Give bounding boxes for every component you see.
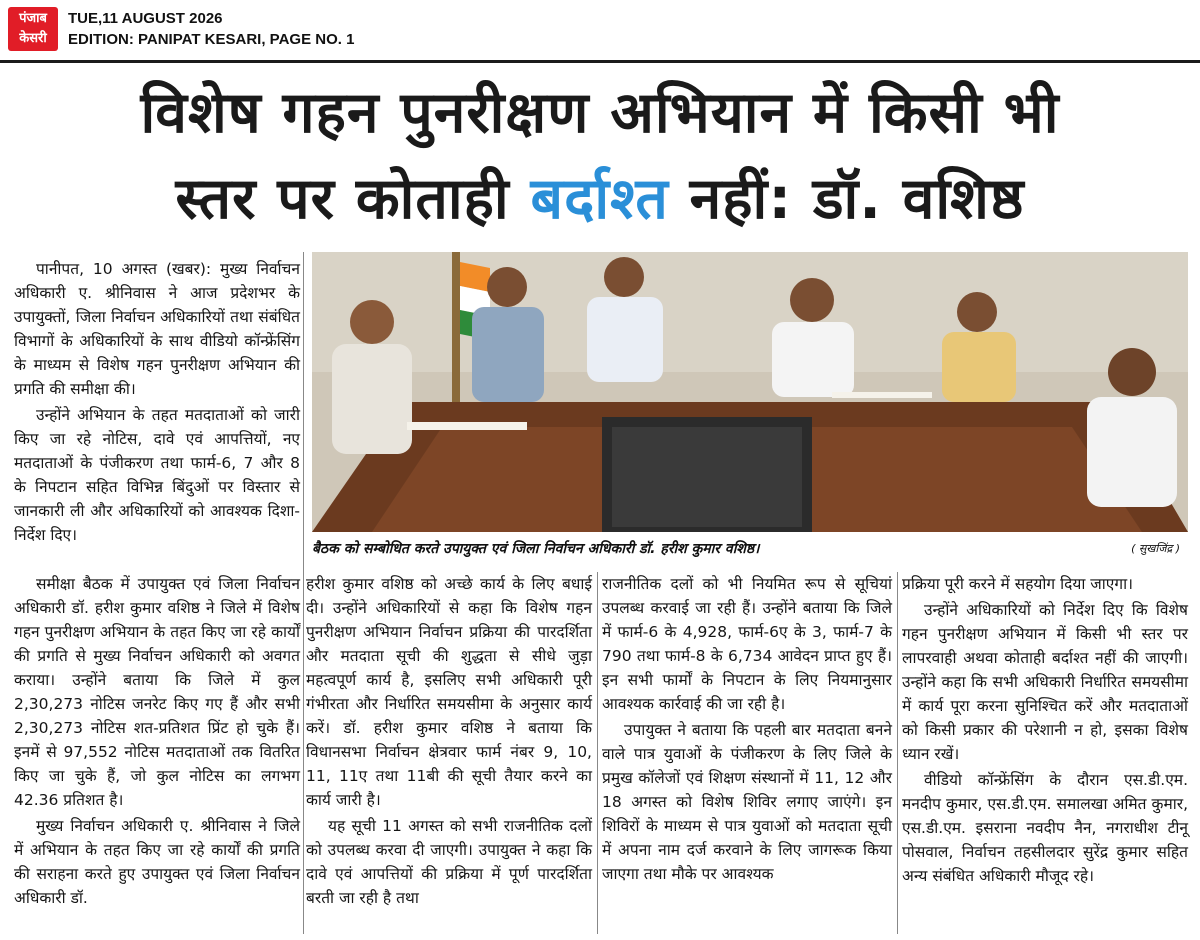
logo-line-2: केसरी [19, 31, 47, 46]
edition-info: EDITION: PANIPAT KESARI, PAGE NO. 1 [68, 31, 355, 48]
paragraph-dateline: पानीपत, 10 अगस्त (खबर): मुख्य निर्वाचन अधिकारी ए. श्रीनिवास ने आज प्रदेशभर के उपायुक्तों, जिला निर्वाचन अधिकारियों तथा संबंधित विभागों के अधिकारियों के साथ वीडियो कॉन्फ्रेंसिंग के माध्यम से विशेष गहन पुनरीक्षण अभियान की प्रगति की समीक्षा की। [14, 260, 300, 398]
headline-line-1: विशेष गहन पुनरीक्षण अभियान में किसी भी [140, 80, 1060, 146]
issue-date: TUE,11 AUGUST 2026 [68, 10, 223, 27]
headline-line-2 [12, 156, 1188, 242]
paragraph: राजनीतिक दलों को भी नियमित रूप से सूचियां उपलब्ध करवाई जा रही हैं। उन्होंने बताया कि जिले में फार्म-6 के 4,928, फार्म-6ए के 3, फार्म-7 के 790 तथा फार्म-8 के 6,734 आवेदन प्राप्त हुए हैं। इन सभी फार्मों के निपटान के लिए नियमानुसार आवश्यक कार्रवाई की जा रही है। [602, 575, 892, 713]
headline-line-2-start: स्तर पर कोताही [175, 166, 531, 232]
photo-caption: बैठक को सम्बोधित करते उपायुक्त एवं जिला निर्वाचन अधिकारी डॉ. हरीश कुमार वशिष्ठ। [312, 541, 760, 557]
column-divider [303, 252, 304, 934]
column-divider [597, 572, 598, 934]
newspaper-logo [8, 7, 58, 51]
article-column-4 [902, 572, 1188, 890]
meeting-photo-illustration [312, 252, 1188, 532]
headline-highlight: बर्दाश्त [530, 166, 669, 232]
paragraph: उन्होंने अधिकारियों को निर्देश दिए कि विशेष गहन पुनरीक्षण अभियान में किसी भी स्तर पर लापरवाही अथवा कोताही बर्दाश्त नहीं की जाएगी। उन्होंने कहा कि सभी अधिकारी निर्धारित समयसीमा में कार्य पूरा करना सुनिश्चित करें और मतदाताओं को किसी प्रकार की परेशानी न हो, इसका विशेष ध्यान रखें। [902, 601, 1188, 763]
paragraph: समीक्षा बैठक में उपायुक्त एवं जिला निर्वाचन अधिकारी डॉ. हरीश कुमार वशिष्ठ ने जिले में विशेष गहन पुनरीक्षण अभियान के तहत किए जा रहे कार्यों की प्रगति से मुख्य निर्वाचन अधिकारी को अवगत कराया। उन्होंने बताया कि जिले में कुल 2,30,273 नोटिस जनरेट किए गए हैं और सभी 2,30,273 नोटिस शत-प्रतिशत प्रिंट हो चुके हैं। इनमें से 97,552 नोटिस मतदाताओं तक वितरित किए जा चुके हैं, जो कुल नोटिस का लगभग 42.36 प्रतिशत है। [14, 575, 300, 809]
photo-caption-bar [312, 536, 1188, 562]
article-column-1-top [14, 257, 300, 549]
paragraph: उन्होंने अभियान के तहत मतदाताओं को जारी किए जा रहे नोटिस, दावे एवं आपत्तियों, नए मतदाताओं के पंजीकरण तथा फार्म-6, 7 और 8 के निपटान सहित विभिन्न बिंदुओं पर विस्तार से जानकारी ली और अधिकारियों को आवश्यक दिशा-निर्देश दिए। [14, 406, 300, 544]
headline-line-2-end: नहीं: डॉ. वशिष्ठ [668, 166, 1025, 232]
logo-line-1: पंजाब [19, 11, 47, 26]
article-column-3 [602, 572, 892, 888]
article-column-2 [306, 572, 592, 912]
paragraph: हरीश कुमार वशिष्ठ को अच्छे कार्य के लिए बधाई दी। उन्होंने अधिकारियों से कहा कि विशेष गहन पुनरीक्षण अभियान निर्वाचन प्रक्रिया की पारदर्शिता और मतदाता सूची की शुद्धता से सीधे जुड़ा महत्वपूर्ण कार्य है, इसलिए सभी अधिकारी पूरी गंभीरता और निर्धारित समयसीमा के अनुसार कार्य करें। डॉ. हरीश कुमार वशिष्ठ ने बताया कि विधानसभा निर्वाचन क्षेत्रवार फार्म नंबर 9, 10, 11, 11ए तथा 11बी की सूची तैयार करने का कार्य जारी है। [306, 575, 592, 809]
masthead [0, 0, 1200, 58]
headline [12, 70, 1188, 242]
photo-credit: ( सुखजिंद्र ) [1131, 542, 1180, 555]
paragraph: मुख्य निर्वाचन अधिकारी ए. श्रीनिवास ने जिले में अभियान के तहत किए जा रहे कार्यों की प्रगति की सराहना करते हुए उपायुक्त एवं जिला निर्वाचन अधिकारी डॉ. [14, 817, 300, 907]
header-divider [0, 60, 1200, 63]
article-column-1-bottom [14, 572, 300, 912]
paragraph: उपायुक्त ने बताया कि पहली बार मतदाता बनने वाले पात्र युवाओं के पंजीकरण के लिए जिले के प्रमुख कॉलेजों एवं शिक्षण संस्थानों में 11, 12 और 18 अगस्त को विशेष शिविर लगाए जाएंगे। इन शिविरों के माध्यम से पात्र युवाओं को मतदाता सूची में अपना नाम दर्ज करवाने के लिए जागरूक किया जाएगा तथा मौके पर आवश्यक [602, 721, 892, 883]
column-divider [897, 572, 898, 934]
paragraph: यह सूची 11 अगस्त को सभी राजनीतिक दलों को उपलब्ध करवा दी जाएगी। उपायुक्त ने कहा कि दावे एवं आपत्तियों की प्रक्रिया में पूर्ण पारदर्शिता बरती जा रही है तथा [306, 817, 592, 907]
paragraph: वीडियो कॉन्फ्रेंसिंग के दौरान एस.डी.एम. मनदीप कुमार, एस.डी.एम. समालखा अमित कुमार, एस.डी.एम. इसराना नवदीप नैन, नगराधीश टीनू पोसवाल, निर्वाचन तहसीलदार सुरेंद्र कुमार सहित अन्य संबंधित अधिकारी मौजूद रहे। [902, 771, 1188, 885]
edition-meta [68, 8, 354, 50]
meeting-photo [312, 252, 1188, 532]
paragraph: प्रक्रिया पूरी करने में सहयोग दिया जाएगा। [902, 575, 1133, 593]
